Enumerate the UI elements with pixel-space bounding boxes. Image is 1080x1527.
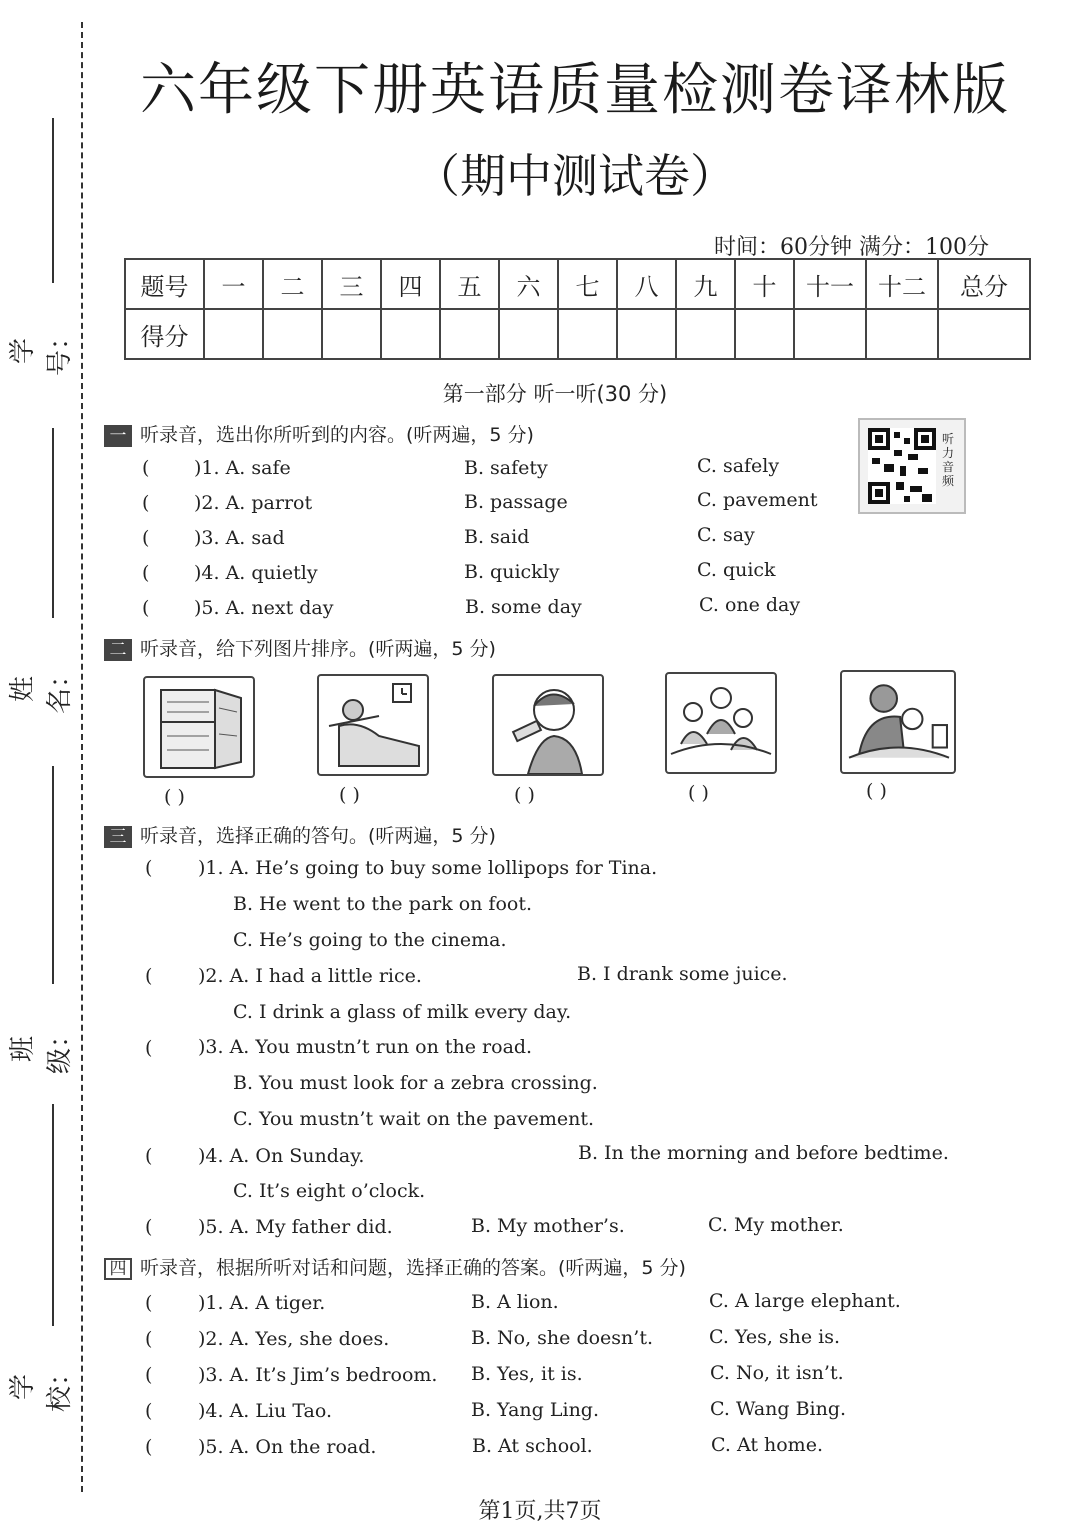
question-option-a: )4. A. Liu Tao.: [198, 1400, 333, 1422]
answer-paren[interactable]: (: [145, 1145, 153, 1167]
question-option-b: B. some day: [465, 596, 582, 618]
answer-line: )1. A. He’s going to buy some lollipops for Tina.: [198, 857, 658, 879]
answer-paren[interactable]: (: [145, 1328, 153, 1350]
qr-code[interactable]: [858, 418, 966, 514]
answer-paren[interactable]: (: [142, 597, 150, 619]
answer-line: C. He’s going to the cinema.: [233, 929, 507, 951]
question-option-a: )5. A. On the road.: [198, 1436, 377, 1458]
picture-mother-child: [840, 670, 956, 774]
score-cell[interactable]: [322, 309, 381, 359]
name-line: [52, 428, 54, 618]
sick-girl-icon: [319, 676, 427, 774]
picture-sick-girl: [317, 674, 429, 776]
picture-boy-drinking: [492, 674, 604, 776]
score-cell[interactable]: [617, 309, 676, 359]
answer-paren[interactable]: (: [145, 1436, 153, 1458]
question-option-b: B. safety: [464, 457, 548, 479]
answer-line: C. You mustn’t wait on the pavement.: [233, 1108, 594, 1130]
answer-line: B. In the morning and before bedtime.: [578, 1142, 949, 1164]
question-option-b: B. said: [464, 526, 530, 548]
answer-paren[interactable]: (: [142, 457, 150, 479]
section-title: 听录音，选择正确的答句。(听两遍，5 分): [140, 825, 496, 847]
question-option-a: )5. A. next day: [194, 597, 334, 619]
question-option-c: C. A large elephant.: [709, 1290, 901, 1312]
question-option-b: B. Yang Ling.: [471, 1399, 600, 1421]
question-option-b: B. A lion.: [471, 1291, 559, 1313]
question-option-c: C. Yes, she is.: [709, 1326, 841, 1348]
question-option-a: )3. A. sad: [194, 527, 285, 549]
question-option-c: C. No, it isn’t.: [710, 1362, 844, 1384]
question-option-b: B. At school.: [472, 1435, 593, 1457]
score-cell[interactable]: [558, 309, 617, 359]
question-option-c: C. quick: [697, 559, 776, 581]
question-option-b: B. No, she doesn’t.: [471, 1327, 654, 1349]
section-3-heading: [104, 821, 496, 848]
answer-paren[interactable]: (: [142, 527, 150, 549]
answer-line: B. He went to the park on foot.: [233, 893, 533, 915]
school-line: [52, 1104, 54, 1326]
answer-line: )4. A. On Sunday.: [198, 1145, 365, 1167]
picture-order-blank[interactable]: ( ): [164, 786, 185, 808]
student-no-label: 学号：: [8, 323, 75, 376]
binding-dashed-line: [81, 22, 83, 1492]
question-option-b: B. quickly: [464, 561, 560, 583]
page-subtitle: （期中测试卷）: [414, 149, 736, 203]
question-option-a: )2. A. Yes, she does.: [198, 1328, 390, 1350]
section-number: 四: [104, 1258, 132, 1280]
score-col: 五: [440, 259, 499, 309]
question-option-c: C. say: [697, 524, 755, 546]
score-col: 十一: [794, 259, 866, 309]
answer-line: )3. A. You mustn’t run on the road.: [198, 1036, 533, 1058]
name-label: 姓名：: [8, 661, 75, 714]
question-option-a: )4. A. quietly: [194, 562, 318, 584]
section-title: 听录音，选出你所听到的内容。(听两遍，5 分): [140, 424, 534, 446]
score-row-label: 得分: [125, 309, 204, 359]
answer-paren[interactable]: (: [142, 492, 150, 514]
score-col: 十: [735, 259, 794, 309]
question-option-b: B. passage: [464, 491, 568, 513]
answer-paren[interactable]: (: [145, 1400, 153, 1422]
answer-line: B. You must look for a zebra crossing.: [233, 1072, 598, 1094]
score-col: 七: [558, 259, 617, 309]
score-col: 八: [617, 259, 676, 309]
picture-order-blank[interactable]: ( ): [688, 782, 709, 804]
score-cell[interactable]: [676, 309, 735, 359]
question-option-b: B. Yes, it is.: [471, 1363, 583, 1385]
score-col: 十二: [866, 259, 938, 309]
score-total: 总分: [938, 259, 1030, 309]
question-option-c: C. Wang Bing.: [710, 1398, 847, 1420]
section-1-heading: [104, 420, 534, 447]
score-cell[interactable]: [938, 309, 1030, 359]
section-number: 一: [104, 425, 132, 447]
answer-line: C. It’s eight o’clock.: [233, 1180, 426, 1202]
answer-line: B. My mother’s.: [471, 1215, 625, 1237]
answer-paren[interactable]: (: [145, 965, 153, 987]
score-cell[interactable]: [794, 309, 866, 359]
score-cell[interactable]: [263, 309, 322, 359]
page-title: 六年级下册英语质量检测卷译林版: [140, 58, 1010, 123]
score-col: 二: [263, 259, 322, 309]
question-option-a: )1. A. safe: [194, 457, 291, 479]
answer-paren[interactable]: (: [145, 1292, 153, 1314]
score-cell[interactable]: [440, 309, 499, 359]
answer-paren[interactable]: (: [145, 857, 153, 879]
part-title: 第一部分 听一听(30 分): [442, 382, 668, 406]
question-option-c: C. one day: [699, 594, 801, 616]
picture-fridge: [143, 676, 255, 778]
answer-line: C. My mother.: [708, 1214, 844, 1236]
score-cell[interactable]: [499, 309, 558, 359]
question-option-a: )1. A. A tiger.: [198, 1292, 326, 1314]
answer-paren[interactable]: (: [142, 562, 150, 584]
fridge-icon: [145, 678, 253, 776]
question-option-c: C. pavement: [697, 489, 818, 511]
question-option-c: C. safely: [697, 455, 780, 477]
picture-order-blank[interactable]: ( ): [339, 784, 360, 806]
section-number: 二: [104, 639, 132, 661]
question-option-c: C. At home.: [711, 1434, 823, 1456]
score-col: 一: [204, 259, 263, 309]
score-cell[interactable]: [866, 309, 938, 359]
page-number: 第1页,共7页: [478, 1499, 602, 1524]
answer-line: )2. A. I had a little rice.: [198, 965, 422, 987]
answer-line: )5. A. My father did.: [198, 1216, 393, 1238]
mother-child-icon: [842, 672, 954, 772]
qr-label: 听力音频: [942, 432, 955, 488]
school-label: 学校：: [8, 1359, 75, 1412]
score-row-label: 题号: [125, 259, 204, 309]
score-cell[interactable]: [204, 309, 263, 359]
answer-line: C. I drink a glass of milk every day.: [233, 1001, 572, 1023]
answer-paren[interactable]: (: [145, 1364, 153, 1386]
score-table: [124, 258, 1031, 360]
section-2-heading: [104, 634, 496, 661]
boy-drinking-icon: [494, 676, 602, 774]
score-col: 三: [322, 259, 381, 309]
answer-line: B. I drank some juice.: [577, 963, 788, 985]
picture-order-blank[interactable]: ( ): [514, 784, 535, 806]
score-col: 六: [499, 259, 558, 309]
section-title: 听录音，给下列图片排序。(听两遍，5 分): [140, 638, 496, 660]
question-option-a: )3. A. It’s Jim’s bedroom.: [198, 1364, 438, 1386]
class-line: [52, 766, 54, 984]
picture-order-blank[interactable]: ( ): [866, 780, 887, 802]
class-label: 班级：: [8, 1021, 75, 1074]
answer-paren[interactable]: (: [145, 1216, 153, 1238]
question-option-a: )2. A. parrot: [194, 492, 313, 514]
score-cell[interactable]: [735, 309, 794, 359]
time-info: 时间：60分钟 满分：100分: [714, 235, 989, 260]
family-icon: [667, 674, 775, 772]
section-number: 三: [104, 826, 132, 848]
section-4-heading: [104, 1253, 686, 1280]
score-cell[interactable]: [381, 309, 440, 359]
section-title: 听录音，根据所听对话和问题，选择正确的答案。(听两遍，5 分): [140, 1257, 686, 1279]
score-col: 九: [676, 259, 735, 309]
score-col: 四: [381, 259, 440, 309]
answer-paren[interactable]: (: [145, 1037, 153, 1059]
picture-family: [665, 672, 777, 774]
